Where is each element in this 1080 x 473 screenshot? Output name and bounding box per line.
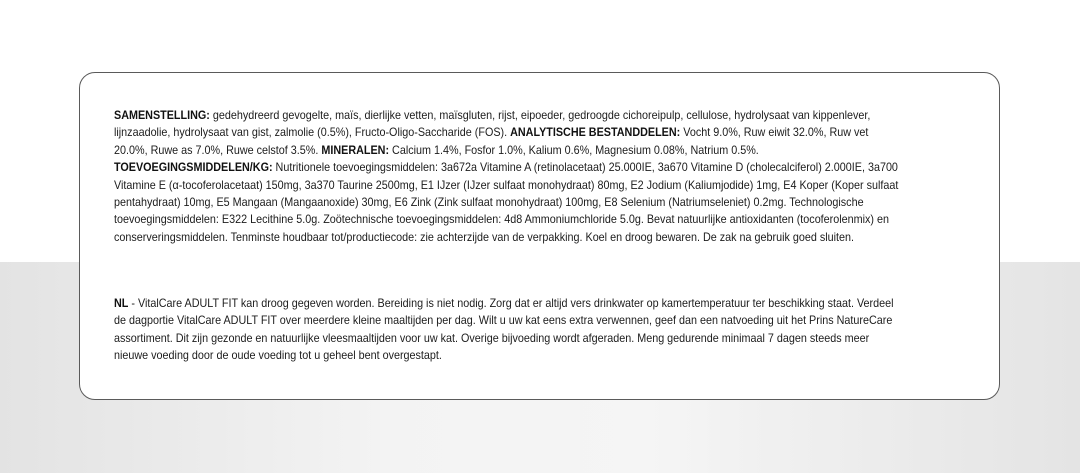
toevoegingsmiddelen-label: TOEVOEGINGSMIDDELEN/KG: [114,161,273,175]
label-card [79,72,1000,400]
composition-paragraph [114,107,905,246]
samenstelling-text: gedehydreerd gevogelte, maïs, dierlijke vetten, maïsgluten, rijst, eipoeder, gedroogde cichoreipulp, cellulose, hydrolysaat van kippenlever, lijnzaadolie, hydrolysaat van gist, zalmolie (0.5%), Fructo-Oligo-Saccharide (FOS). [114,109,871,140]
language-label: NL [114,297,129,310]
feeding-instructions-text: - VitalCare ADULT FIT kan droog gegeven worden. Bereiding is niet nodig. Zorg dat er altijd vers drinkwater op kamertemperatuur ter beschikking staat. Verdeel de dagportie VitalCare ADULT FIT over meerdere kleine maaltijden per dag. Wilt u uw kat eens extra verwennen, geef dan een natvoeding uit het Prins NatureCare assortiment. Dit zijn gezonde en natuurlijke vleesmaaltijden voor uw kat. Overige bijvoeding wordt afgeraden. Meng gedurende minimaal 7 dagen steeds meer nieuwe voeding door de oude voeding tot u geheel bent overgestapt. [114,297,894,363]
feeding-instructions-paragraph [114,295,905,365]
analytische-bestanddelen-label: ANALYTISCHE BESTANDDELEN: [510,126,681,140]
toevoegingsmiddelen-text: Nutritionele toevoegingsmiddelen: 3a672a Vitamine A (retinolacetaat) 25.000IE, 3a670 Vitamine D (cholecalciferol) 2.000IE, 3a700 Vitamine E (α-tocoferolacetaat) 150mg, 3a370 Taurine 2500mg, E1 IJzer (IJzer sulfaat monohydraat) 80mg, E2 Jodium (Kaliumjodide) 1mg, E4 Koper (Koper sulfaat pentahydraat) 10mg, E5 Mangaan (Mangaanoxide) 30mg, E6 Zink (Zink sulfaat monohydraat) 100mg, E8 Selenium (Natriumseleniet) 0.2mg. Technologische toevoegingsmiddelen: E322 Lecithine 5.0g. Zoötechnische toevoegingsmiddelen: 4d8 Ammoniumchloride 5.0g. Bevat natuurlijke antioxidanten (tocoferolenmix) en conserveringsmiddelen. Tenminste houdbaar tot/productiecode: zie achterzijde van de verpakking. Koel en droog bewaren. De zak na gebruik goed sluiten. [114,161,899,244]
mineralen-text: Calcium 1.4%, Fosfor 1.0%, Kalium 0.6%, Magnesium 0.08%, Natrium 0.5%. [389,143,759,157]
samenstelling-label: SAMENSTELLING: [114,109,210,122]
mineralen-label: MINERALEN: [321,143,390,157]
analytische-bestanddelen-text: Vocht 9.0%, Ruw eiwit 32.0%, Ruw vet 20.0%, Ruwe as 7.0%, Ruwe celstof 3.5%. [114,126,869,157]
